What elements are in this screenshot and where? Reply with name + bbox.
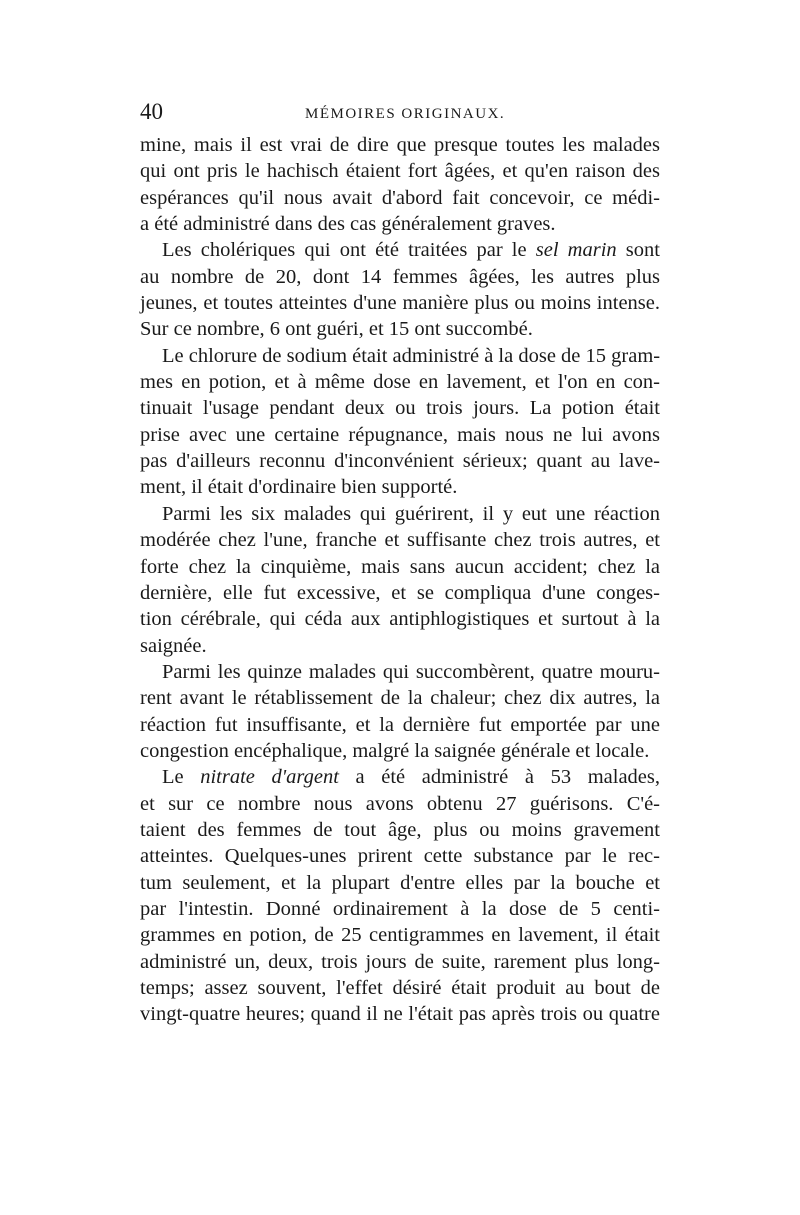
text-line — [140, 606, 660, 632]
text-segment: a été administré dans des cas généralement graves. — [140, 213, 556, 236]
text-segment: réaction fut insuffisante, et la dernière fut emportée par une — [140, 713, 660, 736]
text-segment: a été administré à 53 malades, — [338, 766, 660, 789]
text-segment: forte chez la cinquième, mais sans aucun accident; chez la — [140, 555, 660, 578]
running-head — [140, 98, 660, 132]
text-line — [140, 527, 660, 553]
text-segment: atteintes. Quelques-unes prirent cette substance par le rec- — [140, 845, 660, 868]
text-line — [140, 922, 660, 948]
text-line — [140, 474, 660, 500]
text-line — [140, 975, 660, 1001]
text-line — [140, 764, 660, 790]
text-line — [140, 132, 660, 158]
text-segment: tum seulement, et la plupart d'entre elles par la bouche et — [140, 871, 660, 894]
text-segment: grammes en potion, de 25 centigrammes en lavement, il était — [140, 924, 660, 947]
text-segment: administré un, deux, trois jours de suite, rarement plus long- — [140, 950, 660, 973]
text-segment: taient des femmes de tout âge, plus ou moins gravement — [140, 818, 660, 841]
text-line — [140, 659, 660, 685]
text-segment: sont — [616, 239, 660, 262]
text-line — [140, 211, 660, 237]
text-segment: tinuait l'usage pendant deux ou trois jours. La potion était — [140, 397, 660, 420]
text-segment: vingt-quatre heures; quand il ne l'était pas après trois ou quatre — [140, 1003, 660, 1026]
text-segment: ment, il était d'ordinaire bien supporté. — [140, 476, 458, 499]
text-segment: mes en potion, et à même dose en lavement, et l'on en con- — [140, 371, 660, 394]
text-segment: congestion encéphalique, malgré la saignée générale et locale. — [140, 739, 650, 762]
text-line — [140, 554, 660, 580]
text-segment: espérances qu'il nous avait d'abord fait concevoir, ce médi- — [140, 186, 660, 209]
text-line — [140, 949, 660, 975]
text-line — [140, 237, 660, 263]
text-segment: pas d'ailleurs reconnu d'inconvénient sérieux; quant au lave- — [140, 450, 660, 473]
text-segment: Parmi les six malades qui guérirent, il y eut une réaction — [162, 502, 660, 525]
text-line — [140, 1001, 660, 1027]
text-segment: par l'intestin. Donné ordinairement à la dose de 5 centi- — [140, 897, 660, 920]
text-segment: Les cholériques qui ont été traitées par le — [162, 239, 536, 262]
text-segment: rent avant le rétablissement de la chaleur; chez dix autres, la — [140, 687, 660, 710]
text-line — [140, 369, 660, 395]
text-line — [140, 448, 660, 474]
text-segment: jeunes, et toutes atteintes d'une manière plus ou moins intense. — [140, 292, 660, 315]
text-segment: dernière, elle fut excessive, et se compliqua d'une conges- — [140, 581, 660, 604]
text-line — [140, 395, 660, 421]
text-segment: tion cérébrale, qui céda aux antiphlogistiques et surtout à la — [140, 608, 660, 631]
page-number: 40 — [140, 99, 163, 124]
text-line — [140, 896, 660, 922]
text-line — [140, 843, 660, 869]
text-line — [140, 422, 660, 448]
text-line — [140, 685, 660, 711]
text-line — [140, 712, 660, 738]
text-line — [140, 290, 660, 316]
text-segment: Le — [162, 766, 201, 789]
text-line — [140, 264, 660, 290]
text-segment: prise avec une certaine répugnance, mais nous ne lui avons — [140, 423, 660, 446]
text-line — [140, 817, 660, 843]
text-segment: mine, mais il est vrai de dire que presque toutes les malades — [140, 134, 660, 156]
text-line — [140, 870, 660, 896]
text-segment: saignée. — [140, 634, 207, 657]
text-segment: Parmi les quinze malades qui succombèrent, quatre mouru- — [162, 660, 660, 683]
text-line — [140, 738, 660, 764]
running-title: MÉMOIRES ORIGINAUX. — [305, 106, 506, 122]
text-line — [140, 501, 660, 527]
text-line — [140, 185, 660, 211]
text-segment: et sur ce nombre nous avons obtenu 27 guérisons. C'é- — [140, 792, 660, 815]
text-line — [140, 343, 660, 369]
text-line — [140, 580, 660, 606]
body-text — [140, 132, 660, 1028]
text-segment: Sur ce nombre, 6 ont guéri, et 15 ont succombé. — [140, 318, 533, 341]
text-line — [140, 158, 660, 184]
text-segment: modérée chez l'une, franche et suffisante chez trois autres, et — [140, 529, 660, 552]
italic-term: sel marin — [535, 239, 617, 262]
italic-term: nitrate d'argent — [200, 766, 339, 789]
text-line — [140, 316, 660, 342]
text-line — [140, 791, 660, 817]
text-segment: temps; assez souvent, l'effet désiré était produit au bout de — [140, 977, 660, 999]
text-line — [140, 633, 660, 659]
text-segment: Le chlorure de sodium était administré à la dose de 15 gram- — [162, 344, 661, 367]
text-segment: qui ont pris le hachisch étaient fort âgées, et qu'en raison des — [140, 160, 660, 183]
text-segment: au nombre de 20, dont 14 femmes âgées, les autres plus — [140, 265, 660, 288]
